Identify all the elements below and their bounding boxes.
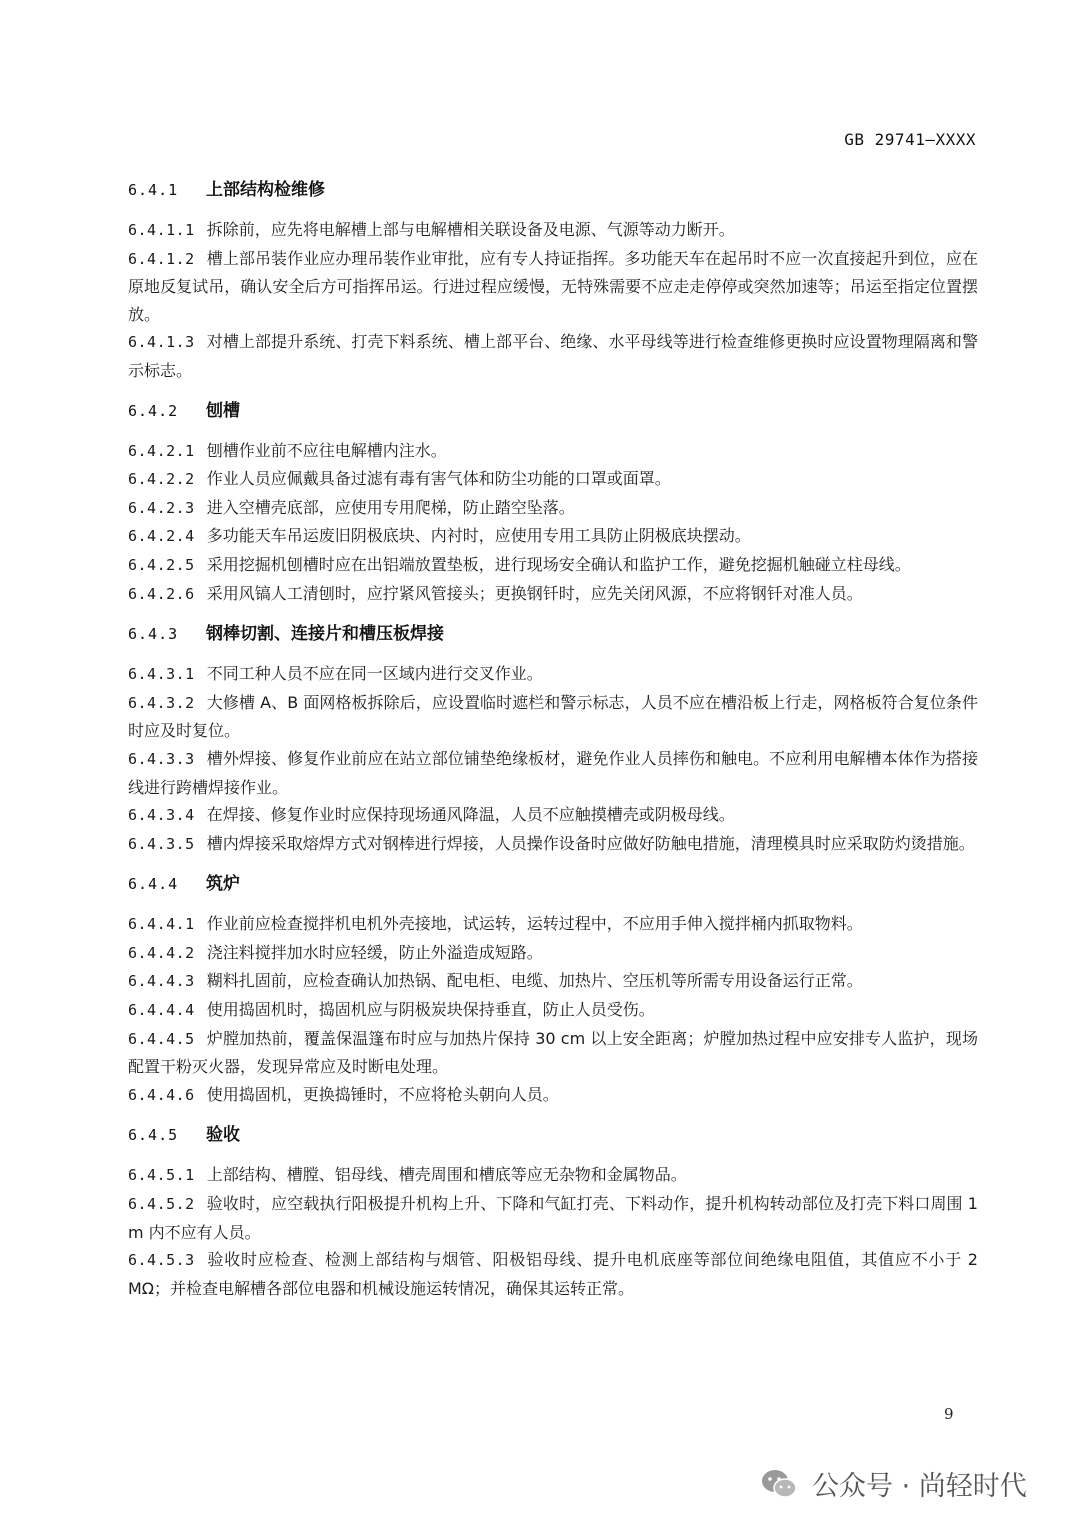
clause xyxy=(128,967,978,996)
section-number: 6.4.3 xyxy=(128,625,179,644)
clause-text: 糊料扎固前，应检查确认加热锅、配电柜、电缆、加热片、空压机等所需专用设备运行正常。 xyxy=(206,971,863,991)
clause-number: 6.4.5.1 xyxy=(128,1166,195,1185)
section-heading xyxy=(128,870,978,898)
clause-number: 6.4.2.5 xyxy=(128,555,195,574)
clause-number: 6.4.1.2 xyxy=(128,249,195,268)
clause xyxy=(128,522,978,551)
clause-text: 不同工种人员不应在同一区域内进行交叉作业。 xyxy=(206,664,543,684)
clause-number: 6.4.3.2 xyxy=(128,693,195,712)
section-heading xyxy=(128,620,978,648)
clause xyxy=(128,801,978,830)
clause-number: 6.4.5.3 xyxy=(128,1251,195,1270)
clause-text: 采用风镐人工清刨时，应拧紧风管接头；更换钢钎时，应先关闭风源，不应将钢钎对准人员。 xyxy=(206,583,863,603)
clause-number: 6.4.4.6 xyxy=(128,1085,195,1104)
clause-number: 6.4.4.5 xyxy=(128,1029,195,1048)
section-title: 验收 xyxy=(206,1125,240,1146)
clause-text: 槽内焊接采取熔焊方式对钢棒进行焊接，人员操作设备时应做好防触电措施，清理模具时应采取防灼烫措施。 xyxy=(206,833,975,853)
clause-number: 6.4.1.3 xyxy=(128,333,195,352)
clause xyxy=(128,996,978,1025)
clause xyxy=(128,830,978,859)
clause-number: 6.4.3.4 xyxy=(128,806,195,825)
clause xyxy=(128,437,978,466)
section-number: 6.4.4 xyxy=(128,875,179,894)
section-title: 上部结构检维修 xyxy=(206,180,325,200)
clause xyxy=(128,745,978,801)
clause xyxy=(128,910,978,939)
clause xyxy=(128,689,978,745)
clause-number: 6.4.4.3 xyxy=(128,972,195,991)
clause-text: 使用捣固机，更换捣锤时，不应将枪头朝向人员。 xyxy=(206,1084,559,1104)
clause xyxy=(128,494,978,523)
clause-text: 浇注料搅拌加水时应轻缓，防止外溢造成短路。 xyxy=(206,942,543,962)
clause-text: 验收时，应空载执行阳极提升机构上升、下降和气缸打壳、下料动作，提升机构转动部位及打壳下料口周围 1 m 内不应有人员。 xyxy=(128,1194,978,1242)
clause-number: 6.4.3.5 xyxy=(128,834,195,853)
clause xyxy=(128,245,978,329)
clause xyxy=(128,1025,978,1081)
clause-text: 炉膛加热前，覆盖保温篷布时应与加热片保持 30 cm 以上安全距离；炉膛加热过程中应安排专人监护，现场配置干粉灭火器，发现异常应及时断电处理。 xyxy=(128,1028,978,1077)
section-heading xyxy=(128,1121,978,1149)
clause-number: 6.4.4.4 xyxy=(128,1001,195,1020)
standard-code: GB 29741—XXXX xyxy=(844,130,976,149)
watermark xyxy=(760,1464,1027,1503)
clause-text: 在焊接、修复作业时应保持现场通风降温，人员不应触摸槽壳或阴极母线。 xyxy=(206,805,735,825)
section-heading xyxy=(128,397,978,425)
section-number: 6.4.2 xyxy=(128,401,179,420)
clause xyxy=(128,939,978,968)
clause-text: 对槽上部提升系统、打壳下料系统、槽上部平台、绝缘、水平母线等进行检查维修更换时应设置物理隔离和警示标志。 xyxy=(128,332,978,380)
clause xyxy=(128,580,978,609)
section-heading xyxy=(128,176,978,204)
clause xyxy=(128,1081,978,1110)
section-title: 筑炉 xyxy=(206,874,240,895)
clause-number: 6.4.5.2 xyxy=(128,1195,195,1214)
clause-number: 6.4.2.3 xyxy=(128,498,195,517)
clause-text: 槽外焊接、修复作业前应在站立部位铺垫绝缘板材，避免作业人员摔伤和触电。不应利用电解槽本体作为搭接线进行跨槽焊接作业。 xyxy=(128,748,978,797)
clause-number: 6.4.4.2 xyxy=(128,943,195,962)
clause-text: 进入空槽壳底部，应使用专用爬梯，防止踏空坠落。 xyxy=(206,497,575,517)
document-body xyxy=(128,176,978,1302)
wechat-icon xyxy=(760,1468,798,1500)
clause xyxy=(128,551,978,580)
clause xyxy=(128,465,978,494)
clause xyxy=(128,328,978,384)
page-number: 9 xyxy=(944,1405,954,1423)
watermark-text: 公众号 · 尚轻时代 xyxy=(812,1471,1027,1502)
clause-text: 大修槽 A、B 面网格板拆除后，应设置临时遮栏和警示标志，人员不应在槽沿板上行走，网格板符合复位条件时应及时复位。 xyxy=(128,692,978,741)
section-number: 6.4.5 xyxy=(128,1126,179,1145)
clause-number: 6.4.1.1 xyxy=(128,221,195,239)
clause-number: 6.4.3.3 xyxy=(128,749,195,768)
clause xyxy=(128,216,978,245)
clause xyxy=(128,1190,978,1246)
clause-text: 作业前应检查搅拌机电机外壳接地，试运转，运转过程中，不应用手伸入搅拌桶内抓取物料。 xyxy=(206,914,863,934)
clause-number: 6.4.2.1 xyxy=(128,441,195,460)
clause-text: 多功能天车吊运废旧阴极底块、内衬时，应使用专用工具防止阴极底块摆动。 xyxy=(206,526,751,546)
clause-number: 6.4.2.6 xyxy=(128,584,195,603)
clause xyxy=(128,1246,978,1302)
clause-number: 6.4.2.2 xyxy=(128,470,195,489)
clause-text: 刨槽作业前不应往电解槽内注水。 xyxy=(206,440,447,460)
clause-text: 作业人员应佩戴具备过滤有毒有害气体和防尘功能的口罩或面罩。 xyxy=(206,469,671,489)
clause-number: 6.4.3.1 xyxy=(128,665,195,684)
clause-number: 6.4.2.4 xyxy=(128,527,195,546)
clause xyxy=(128,660,978,689)
clause-text: 槽上部吊装作业应办理吊装作业审批，应有专人持证指挥。多功能天车在起吊时不应一次直接起升到位，应在原地反复试吊，确认安全后方可指挥吊运。行进过程应缓慢，无特殊需要不应走走停停或突然加速等；吊运至指定位置摆放。 xyxy=(128,248,978,324)
section-title: 钢棒切割、连接片和槽压板焊接 xyxy=(206,624,444,645)
clause-text: 上部结构、槽膛、铝母线、槽壳周围和槽底等应无杂物和金属物品。 xyxy=(206,1165,687,1185)
section-number: 6.4.1 xyxy=(128,181,179,199)
clause-text: 采用挖掘机刨槽时应在出铝端放置垫板，进行现场安全确认和监护工作，避免挖掘机触碰立柱母线。 xyxy=(206,554,911,574)
section-title: 刨槽 xyxy=(206,400,240,421)
clause xyxy=(128,1161,978,1190)
clause-text: 拆除前，应先将电解槽上部与电解槽相关联设备及电源、气源等动力断开。 xyxy=(206,220,735,239)
clause-text: 验收时应检查、检测上部结构与烟管、阳极铝母线、提升电机底座等部位间绝缘电阻值，其值应不小于 2 MΩ；并检查电解槽各部位电器和机械设施运转情况，确保其运转正常。 xyxy=(128,1250,978,1298)
clause-number: 6.4.4.1 xyxy=(128,915,195,934)
clause-text: 使用捣固机时，捣固机应与阴极炭块保持垂直，防止人员受伤。 xyxy=(206,1000,655,1020)
